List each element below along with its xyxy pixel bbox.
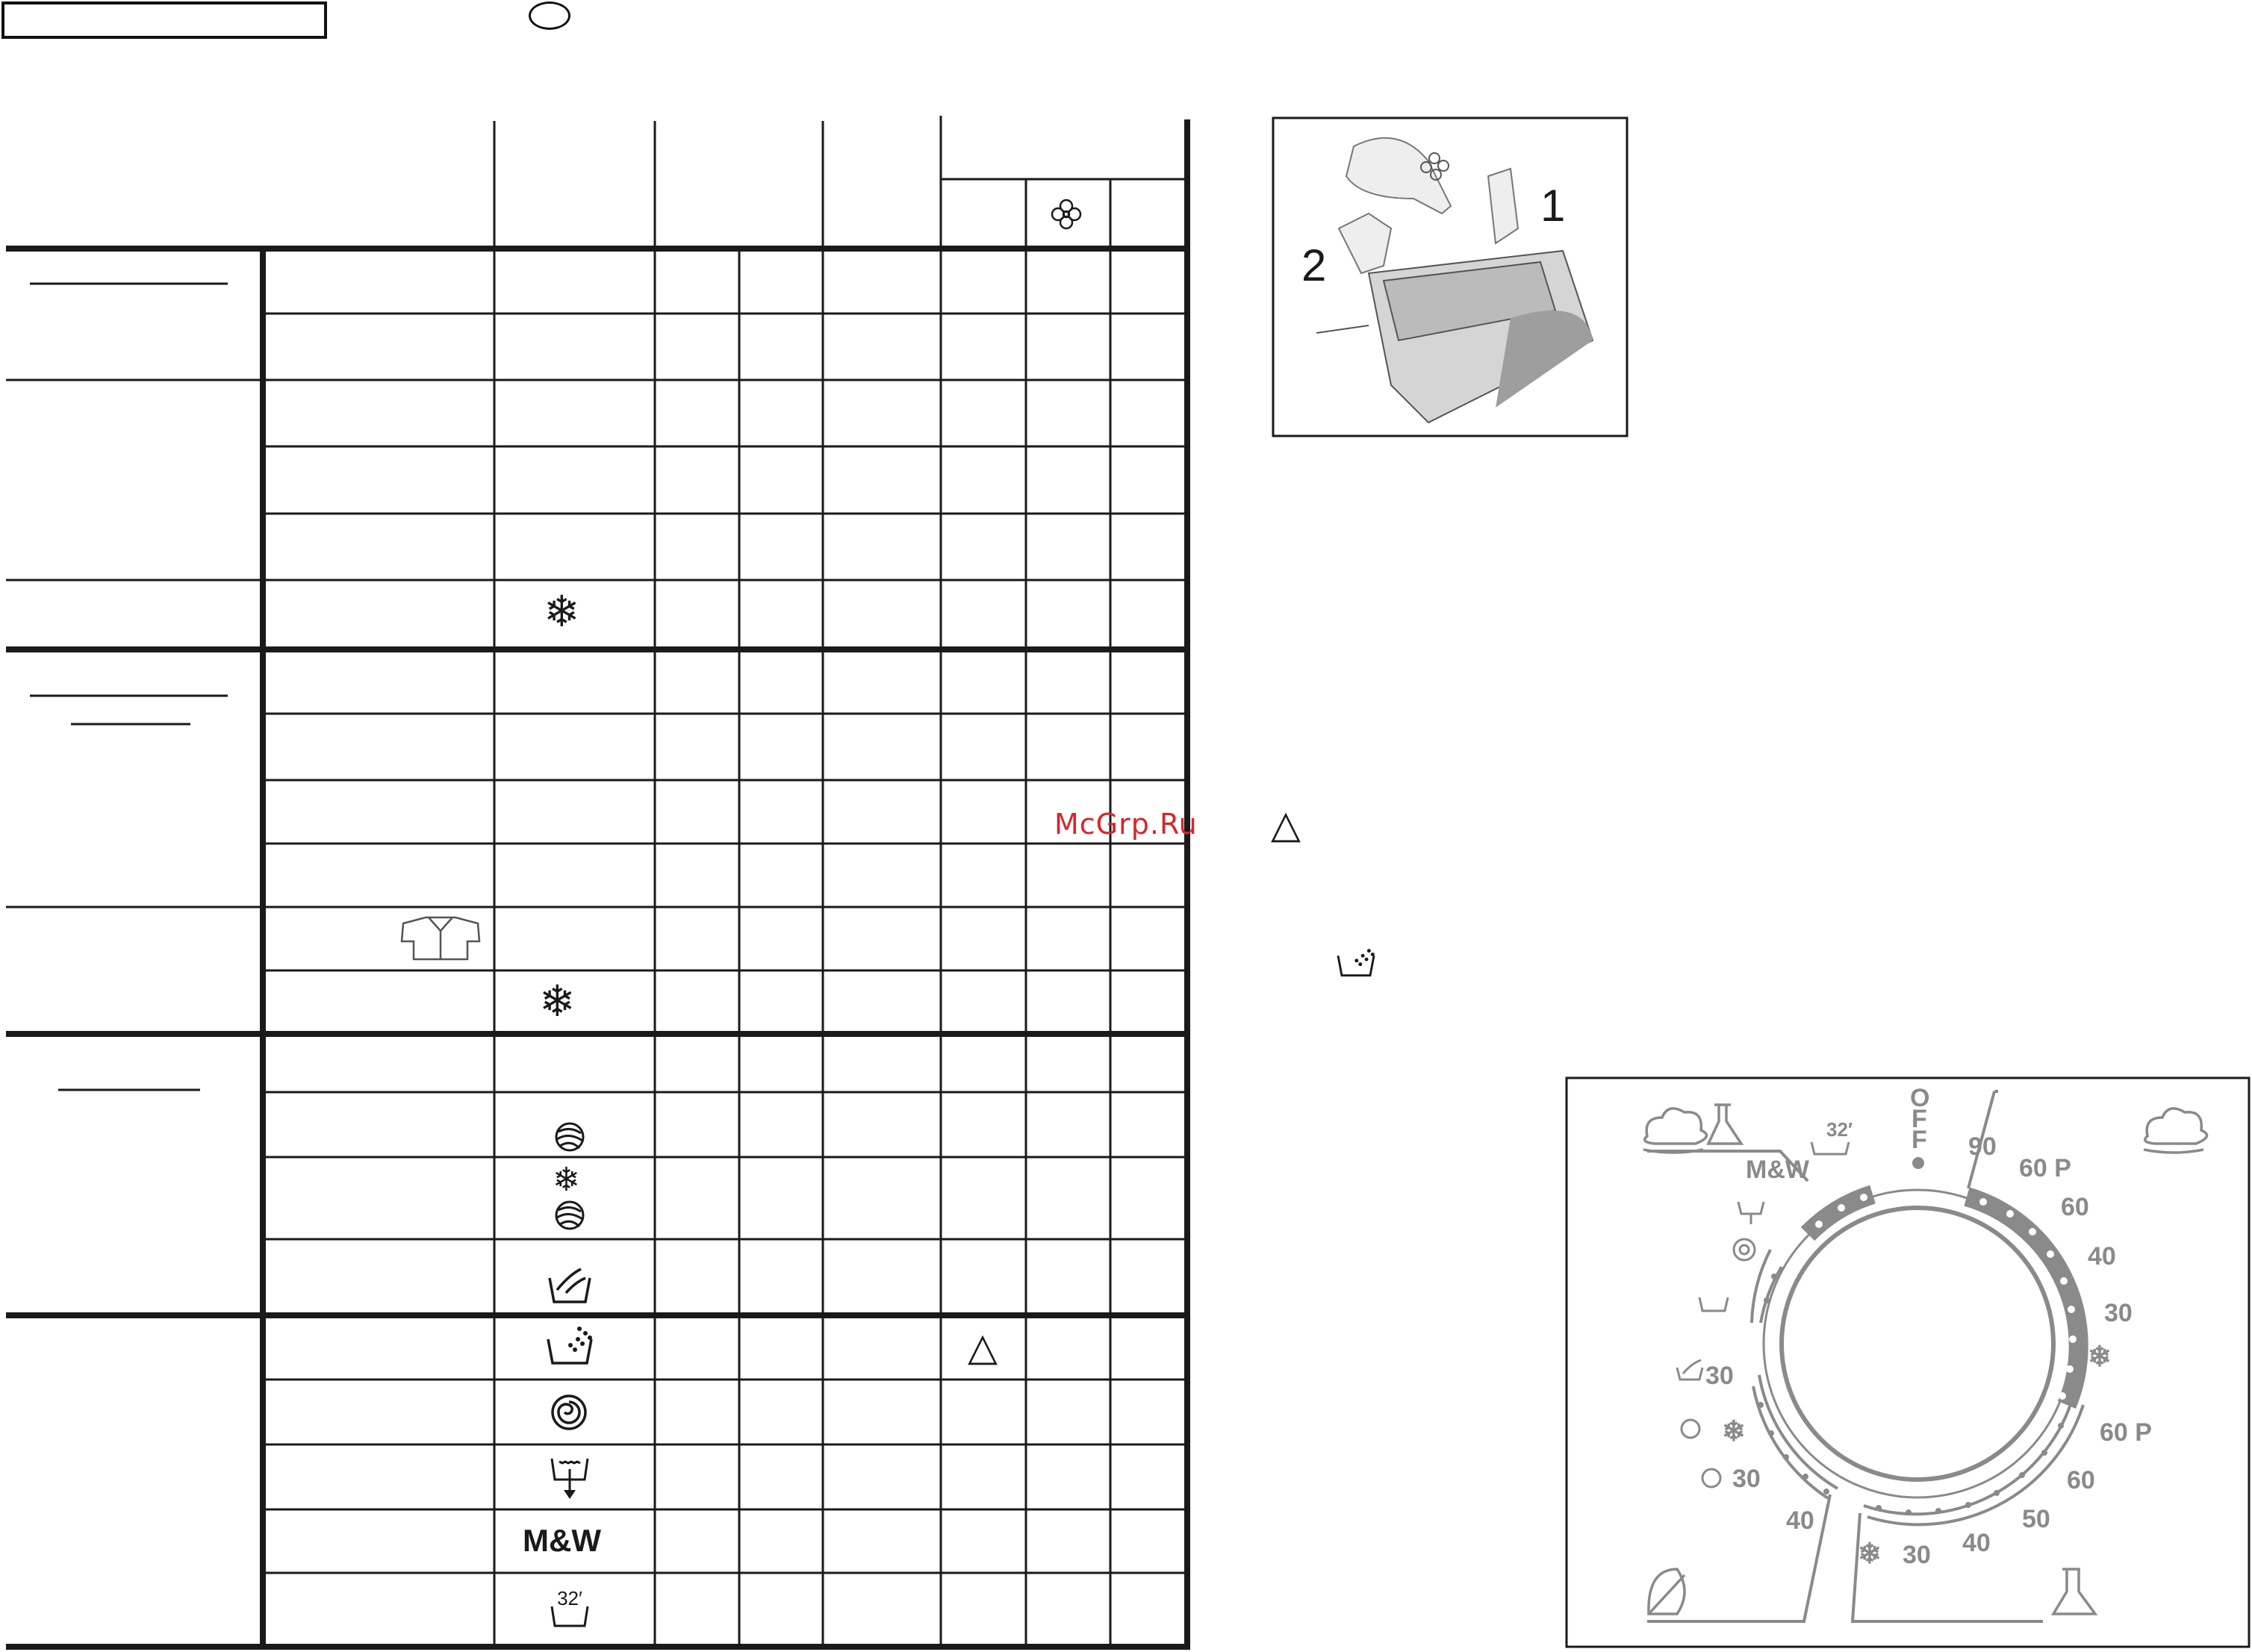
dial-off-f1: F: [1912, 1105, 1927, 1133]
dial-handwash-30: 30: [1705, 1362, 1734, 1390]
dial-label-mw: M&W: [1746, 1156, 1809, 1184]
detergent-dispenser-illustration: [1272, 116, 1629, 437]
shirt-icon: [396, 914, 485, 963]
dial-synthetic-60: 60: [2067, 1466, 2095, 1494]
freeze-symbol-row5: ❄: [544, 587, 580, 636]
dispenser-label-2: 2: [1301, 240, 1327, 290]
freeze-symbol-row11: ❄: [539, 977, 576, 1026]
softener-flower-icon: [1048, 196, 1085, 233]
wool-ball-icon-2: [553, 1198, 587, 1232]
dial-off-o: O: [1910, 1084, 1930, 1112]
rinse-icon: [545, 1323, 594, 1366]
dial-label-90: 90: [1968, 1132, 1997, 1161]
watermark-text: McGrp.Ru: [1054, 808, 1198, 841]
dial-wool-40: 40: [1786, 1506, 1814, 1535]
dial-freeze-right: ❄: [2088, 1341, 2112, 1373]
dial-freeze-wool: ❄: [1722, 1416, 1746, 1447]
dial-label-40: 40: [2088, 1242, 2116, 1271]
wool-ball-icon: [553, 1120, 587, 1154]
dial-synthetic-60p: 60 P: [2100, 1418, 2152, 1447]
rinse-icon-text: [1335, 942, 1377, 978]
dial-label-30: 30: [2104, 1299, 2133, 1327]
drain-icon: [549, 1454, 591, 1502]
programme-dial: [1565, 1076, 2251, 1648]
dial-synthetic-50: 50: [2022, 1505, 2050, 1533]
dial-off-f2: F: [1912, 1126, 1927, 1154]
dial-label-32: 32′: [1826, 1118, 1853, 1141]
dial-synthetic-40: 40: [1962, 1529, 1991, 1557]
timer-32-icon: [549, 1584, 591, 1630]
hand-wash-icon: [547, 1262, 593, 1305]
mw-label: M&W: [523, 1523, 601, 1558]
spin-icon: [549, 1392, 589, 1433]
dispenser-label-1: 1: [1540, 181, 1566, 231]
dial-label-60: 60: [2061, 1193, 2089, 1221]
warning-triangle-table: △: [968, 1326, 998, 1369]
dial-wool-30: 30: [1732, 1465, 1761, 1493]
warning-triangle: △: [1271, 803, 1301, 847]
dial-synthetic-30: 30: [1903, 1541, 1931, 1569]
dial-freeze-bottom: ❄: [1858, 1539, 1882, 1570]
dial-label-60p: 60 P: [2019, 1154, 2071, 1182]
timer-label: 32′: [557, 1587, 582, 1609]
freeze-symbol-row13: ❄: [553, 1162, 580, 1198]
